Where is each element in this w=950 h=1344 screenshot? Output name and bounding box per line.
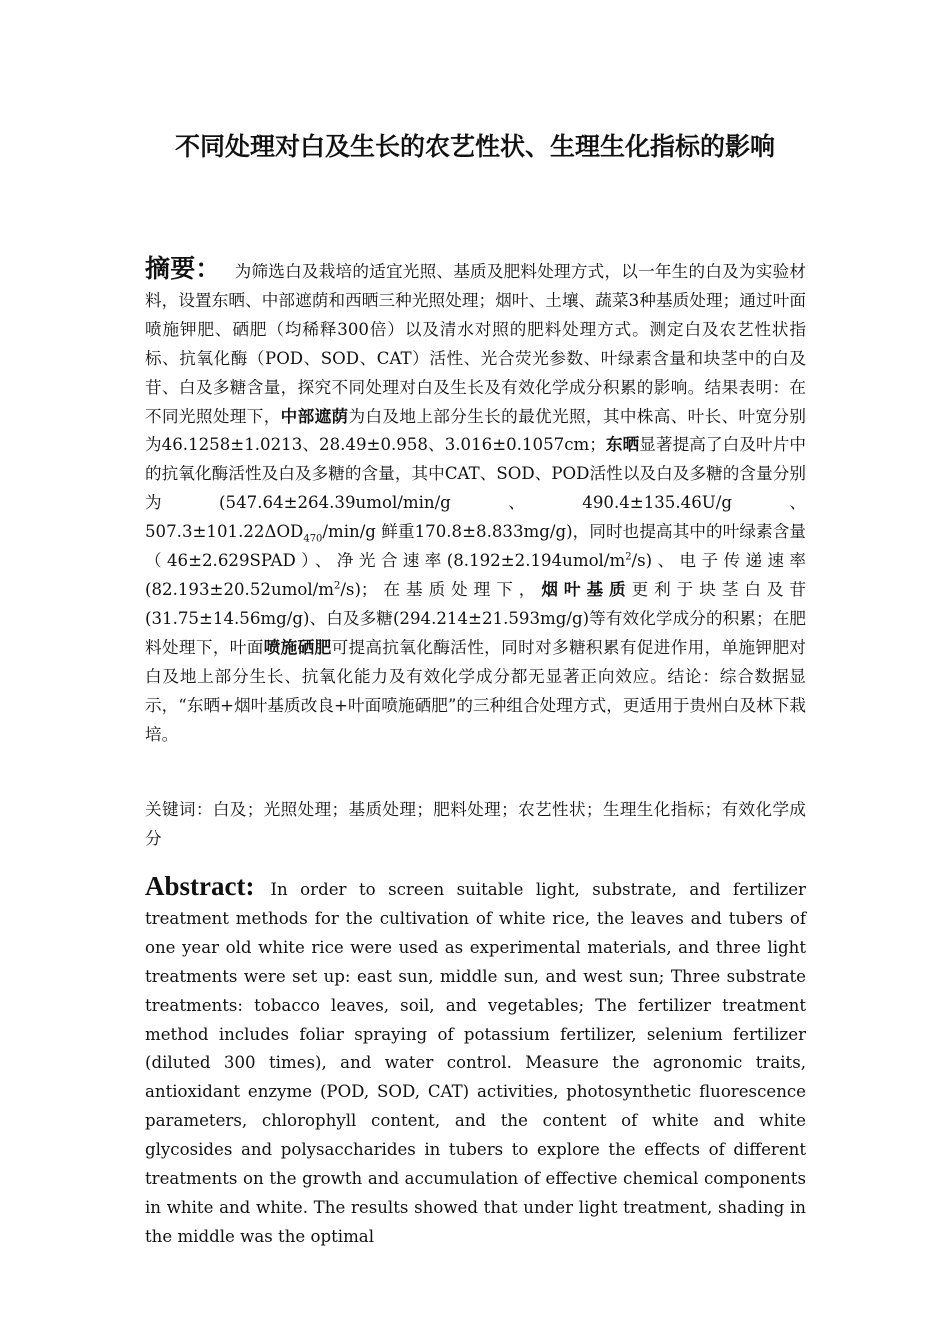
abstract-text: 为筛选白及栽培的适宜光照、基质及肥料处理方式，以一年生的白及为实验材料，设置东晒、中部遮荫和西晒三种光照处理；烟叶、土壤、蔬菜3种基质处理；通过叶面喷施钾肥、硒肥（均稀释300倍）以及清水对照的肥料处理方式。测定白及农艺性状指标、抗氧化酶（POD、SOD、CAT）活性、光合荧光参数、叶绿素含量和块茎中的白及苷、白及多糖含量，探究不同处理对白及生长及有效化学成分积累的影响。结果表明：在不同光照处理下， <box>145 262 806 426</box>
abstract-text: 显著提高了白及叶片中的抗氧化酶活性及白及多糖的含量，其中CAT、SOD、POD活性以及白及多糖的含量分别为(547.64±264.39umol/min/g、490.4±135.46U/g、507.3±101.22ΔOD <box>145 435 806 542</box>
abstract-chinese <box>145 255 806 749</box>
abstract-emphasis: 喷施硒肥 <box>263 637 332 657</box>
abstract-text: 为白及地上部分生长的最优光照，其中株高、叶长、叶宽分别为46.1258±1.0213、28.49±0.958、3.016±0.1057cm； <box>145 406 807 455</box>
abstract-emphasis: 东晒 <box>605 435 640 455</box>
abstract-text-en: In order to screen suitable light, substrate, and fertilizer treatment methods for the cultivation of white rice, the leaves and tubers of one year old white rice were used as experimental materials, and three light treatments were set up: east sun, middle sun, and west sun; Three substrate treatments: tobacco leaves, soil, and vegetables; The fertilizer treatment method includes foliar spraying of potassium fertilizer, selenium fertilizer (diluted 300 times), and water control. Measure the agronomic traits, antioxidant enzyme (POD, SOD, CAT) activities, photosynthetic fluorescence parameters, chlorophyll content, and the content of white and white glycosides and polysaccharides in tubers to explore the effects of different treatments on the growth and accumulation of effective chemical components in white and white. The results showed that under light treatment, shading in the middle was the optimal <box>145 880 806 1246</box>
abstract-text: 更利于块茎白及苷(31.75±14.56mg/g)、白及多糖(294.214±21.593mg/g)等有效化学成分的积累；在肥料处理下，叶面 <box>145 579 807 657</box>
abstract-heading-cn: 摘要： <box>145 254 221 283</box>
abstract-text: /s)；在基质处理下， <box>340 579 542 599</box>
superscript: 2 <box>625 551 632 563</box>
abstract-emphasis: 烟叶基质 <box>541 579 632 599</box>
abstract-text: 可提高抗氧化酶活性，同时对多糖积累有促进作用，单施钾肥对白及地上部分生长、抗氧化能力及有效化学成分都无显著正向效应。结论：综合数据显示，“东晒+烟叶基质改良+叶面喷施硒肥”的三种组合处理方式，更适用于贵州白及林下栽培。 <box>145 637 807 744</box>
subscript: 470 <box>303 533 323 545</box>
abstract-english <box>145 872 806 1252</box>
abstract-text: /min/g 鲜重170.8±8.833mg/g)，同时也提高其中的叶绿素含量（46±2.629SPAD）、净光合速率(8.192±2.194umol/m <box>145 522 806 571</box>
abstract-emphasis: 中部遮荫 <box>280 406 349 426</box>
keywords: 关键词：白及；光照处理；基质处理；肥料处理；农艺性状；生理生化指标；有效化学成分 <box>145 800 806 848</box>
paper-title: 不同处理对白及生长的农艺性状、生理生化指标的影响 <box>174 132 775 161</box>
abstract-heading-en: Abstract: <box>145 871 255 901</box>
abstract-text: /s)、电子传递速率(82.193±20.52umol/m <box>145 551 806 599</box>
superscript: 2 <box>334 580 341 592</box>
